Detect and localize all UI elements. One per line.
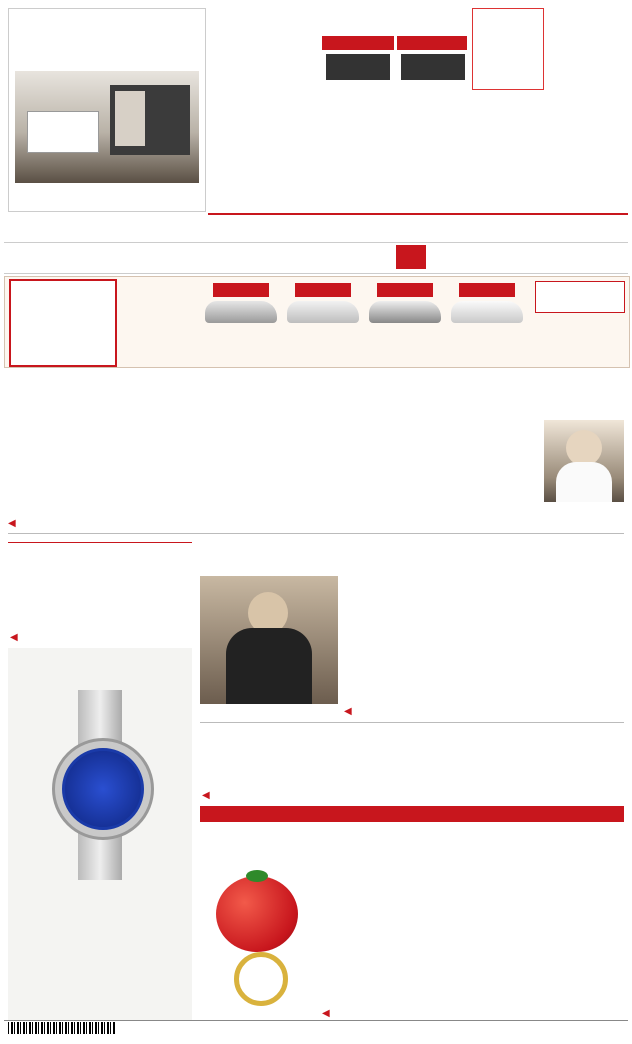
main-ref[interactable] (8, 518, 16, 529)
saudi-ref[interactable] (10, 632, 18, 643)
kitchen-ad[interactable] (8, 8, 206, 212)
logo[interactable] (346, 100, 618, 208)
divider (8, 533, 624, 534)
masthead (0, 0, 632, 218)
red-arrow-icon: ◀ (322, 1008, 330, 1019)
red-arrow-icon: ◀ (10, 632, 18, 643)
editors-row (4, 242, 628, 274)
gift-box (9, 279, 117, 367)
jamra-ref[interactable] (202, 790, 210, 801)
watch-image (40, 690, 160, 880)
crown-ref[interactable] (344, 706, 352, 717)
issue-bar (208, 213, 628, 227)
divider (200, 722, 624, 723)
car-item[interactable] (447, 281, 527, 343)
promo-emblem-icon (396, 245, 426, 269)
king-photo (544, 420, 624, 502)
count-days (401, 54, 465, 80)
tomato-image (200, 866, 314, 1016)
car-item[interactable] (283, 281, 363, 343)
cars-brand (535, 281, 625, 313)
red-arrow-icon: ◀ (344, 706, 352, 717)
red-arrow-icon: ◀ (8, 518, 16, 529)
rolex-ad[interactable] (8, 648, 192, 1020)
badge-days (397, 36, 467, 50)
barcode (8, 1022, 116, 1034)
car-image (451, 301, 523, 323)
tomato-ref[interactable] (322, 1008, 330, 1019)
car-item[interactable] (201, 281, 281, 343)
cars-ad[interactable] (4, 276, 630, 368)
car-list (201, 281, 531, 345)
car-image (205, 301, 277, 323)
kitchen-photo (15, 71, 199, 183)
car-image (369, 301, 441, 323)
saudi-headline[interactable] (8, 540, 192, 543)
footer-line (4, 1020, 628, 1021)
badge-remaining (322, 36, 394, 50)
weather-box (548, 8, 626, 88)
headline-strip[interactable] (200, 806, 624, 822)
car-image (287, 301, 359, 323)
red-arrow-icon: ◀ (202, 790, 210, 801)
crown-prince-photo (200, 576, 338, 704)
count-done (326, 54, 390, 80)
website-bar (208, 229, 628, 239)
prayer-times (472, 8, 544, 90)
car-item[interactable] (365, 281, 445, 343)
